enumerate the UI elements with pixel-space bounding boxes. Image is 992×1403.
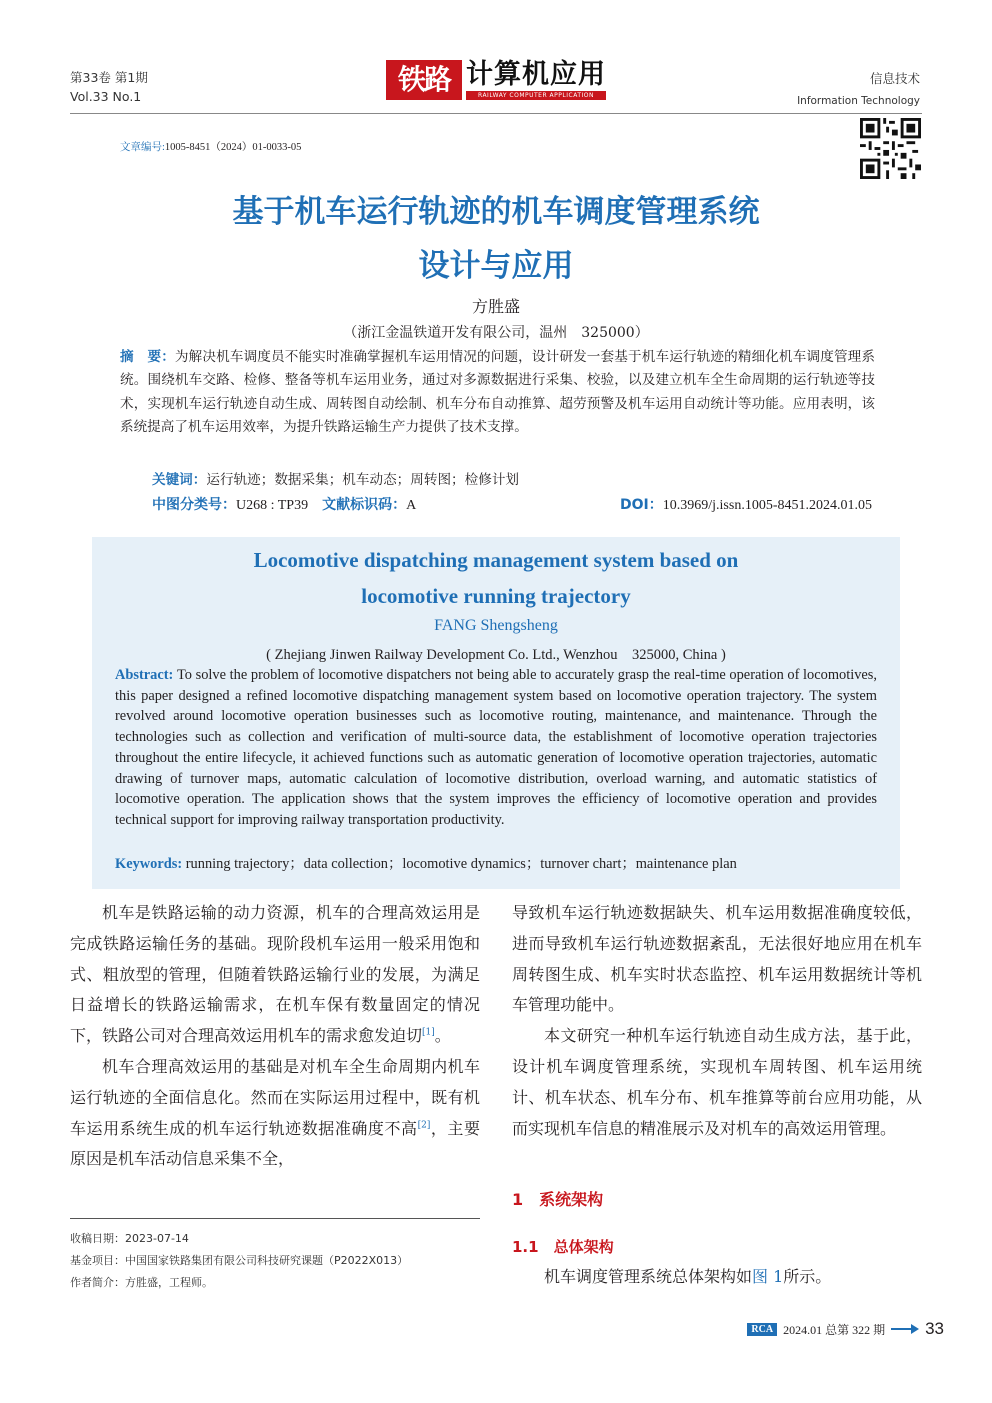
- section-heading-1-1: 1.1 总体架构: [512, 1238, 614, 1256]
- body-text: 机车调度管理系统总体架构如: [544, 1267, 753, 1286]
- section-en: Information Technology: [797, 95, 920, 107]
- body-paragraph: 导致机车运行轨迹数据缺失、机车运用数据准确度较低，进而导致机车运行轨迹数据紊乱，无法很好地应用在机车周转图生成、机车实时状态监控、机车运用数据统计等机车管理功能中。: [512, 903, 922, 1015]
- title-en-line1: Locomotive dispatching management system based on: [253, 548, 739, 572]
- doi-value: 10.3969/j.issn.1005-8451.2024.01.05: [662, 498, 872, 513]
- abstract-cn-text: 为解决机车调度员不能实时准确掌握机车运用情况的问题，设计研发一套基于机车运行轨迹的精细化机车调度管理系统。围绕机车交路、检修、整备等机车运用业务，通过对多源数据进行采集、校验，以及建立机车全生命周期的运行轨迹等技术，实现机车运行轨迹自动生成、周转图自动绘制、机车分布自动推算、超劳预警及机车运用自动统计等功能。应用表明，该系统提高了机车运用效率，为提升铁路运输生产力提供了技术支撑。: [120, 349, 875, 436]
- page-footer: [747, 1320, 944, 1338]
- section-heading-1: 1 系统架构: [512, 1190, 604, 1209]
- rca-badge: RCA: [747, 1323, 777, 1336]
- affiliation-cn: （浙江金温铁道开发有限公司，温州 325000）: [343, 325, 649, 341]
- volume-cn: 第33卷 第1期: [70, 70, 148, 85]
- abstract-en: [115, 665, 877, 831]
- keywords-cn: [152, 468, 519, 488]
- footnotes: [70, 1228, 408, 1294]
- body-text: 机车合理高效运用的基础是对机车全生命周期内机车运行轨迹的全面信息化。然而在实际运用过程中，既有机车运用系统生成的机车运行轨迹数据准确度不高: [70, 1056, 480, 1138]
- fund-project: 基金项目：中国国家铁路集团有限公司科技研究课题（P2022X013）: [70, 1254, 409, 1267]
- doi: [620, 494, 872, 514]
- issue-info: 2024.01 总第 322 期: [783, 1322, 886, 1337]
- title-cn-line1: 基于机车运行轨迹的机车调度管理系统: [232, 194, 760, 230]
- journal-volume: [70, 68, 148, 106]
- journal-name: 计算机应用: [466, 59, 606, 90]
- clc-value: U268 : TP39: [236, 498, 309, 513]
- figure-ref-link[interactable]: 图 1: [752, 1267, 784, 1286]
- logo-mark: 铁路: [386, 60, 462, 100]
- volume-en: Vol.33 No.1: [70, 89, 142, 104]
- arrow-right-icon: [891, 1328, 913, 1330]
- body-paragraph: [70, 1052, 480, 1175]
- page-number: 33: [925, 1319, 944, 1338]
- title-en-line2: locomotive running trajectory: [361, 584, 631, 608]
- body-text: 。: [434, 1026, 451, 1046]
- body-text: 所示。: [783, 1267, 832, 1286]
- author-bio: 作者简介：方胜盛，工程师。: [70, 1276, 213, 1289]
- abstract-cn: [120, 346, 875, 440]
- body-paragraph: 本文研究一种机车运行轨迹自动生成方法，基于此，设计机车调度管理系统，实现机车周转图、机车运用统计、机车状态、机车分布、机车推算等前台应用功能，从而实现机车信息的精准展示及对机车的高效运用管理。: [512, 1026, 922, 1138]
- citation-1[interactable]: [1]: [422, 1027, 435, 1038]
- article-number-value: 1005-8451（2024）01-0033-05: [164, 142, 302, 153]
- body-text: 机车是铁路运输的动力资源，机车的合理高效运用是完成铁路运输任务的基础。现阶段机车运用一般采用饱和式、粗放型的管理，但随着铁路运输行业的发展，为满足日益增长的铁路运输需求，在机车保有数量固定的情况下，铁路公司对合理高效运用机车的需求愈发迫切: [70, 903, 480, 1046]
- section-cn: 信息技术: [869, 71, 920, 86]
- body-paragraph: [70, 898, 480, 1052]
- keywords-en: [115, 852, 737, 873]
- received-date: 收稿日期：2023-07-14: [70, 1232, 189, 1245]
- title-cn-line2: 设计与应用: [418, 248, 574, 284]
- keywords-en-label: Keywords:: [115, 856, 183, 872]
- article-number-label: 文章编号:: [120, 142, 165, 153]
- doi-label: DOI：: [620, 497, 663, 513]
- qr-code-icon: [860, 118, 921, 179]
- doc-code-value: A: [406, 498, 417, 513]
- doc-code-label: 文献标识码：: [322, 497, 407, 513]
- header-divider: [70, 113, 922, 114]
- journal-name-en: RAILWAY COMPUTER APPLICATION: [466, 91, 606, 100]
- body-paragraph: [512, 1264, 922, 1290]
- classification: [152, 494, 416, 514]
- body-right-column: [512, 898, 922, 1144]
- affiliation-en: ( Zhejiang Jinwen Railway Development Co. Ltd., Wenzhou 325000, China ): [266, 647, 726, 663]
- keywords-en-text: running trajectory；data collection；locomotive dynamics；turnover chart；maintenance plan: [185, 856, 737, 872]
- footnote-divider: [70, 1218, 480, 1219]
- journal-section: [797, 68, 920, 112]
- keywords-cn-text: 运行轨迹；数据采集；机车动态；周转图；检修计划: [206, 472, 520, 488]
- abstract-en-text: To solve the problem of locomotive dispatchers not being able to accurately grasp the real-time operation of locomotives, this paper designed a refined locomotive dispatching management system based on locomotive operation trajectory. The system revolved around locomotive operation businesses such as locomotive routing, maintenance, and maintenance. Through the technologies such as collection and verification of multi-source data, the establishment of locomotive operation trajectories throughout the entire lifecycle, it achieved functions such as automatic generation of locomotive operation trajectories, automatic drawing of turnover maps, automatic calculation of locomotive distribution, overload warning, and automatic statistics of locomotive operation. The application shows that the system improves the efficiency of locomotive operation and provides technical support for improving railway transportation productivity.: [115, 667, 877, 828]
- clc-label: 中图分类号：: [152, 497, 236, 513]
- body-left-column: [70, 898, 480, 1175]
- abstract-en-label: Abstract:: [115, 667, 174, 683]
- citation-2[interactable]: [2]: [417, 1120, 431, 1131]
- keywords-cn-label: 关键词：: [152, 472, 207, 488]
- author-en: FANG Shengsheng: [434, 617, 558, 634]
- article-number: [120, 139, 301, 154]
- journal-logo: [386, 60, 608, 102]
- author-cn: 方胜盛: [471, 297, 520, 316]
- body-text: ，主要原因是机车活动信息采集不全，: [70, 1118, 480, 1169]
- abstract-cn-label: 摘 要：: [120, 349, 175, 365]
